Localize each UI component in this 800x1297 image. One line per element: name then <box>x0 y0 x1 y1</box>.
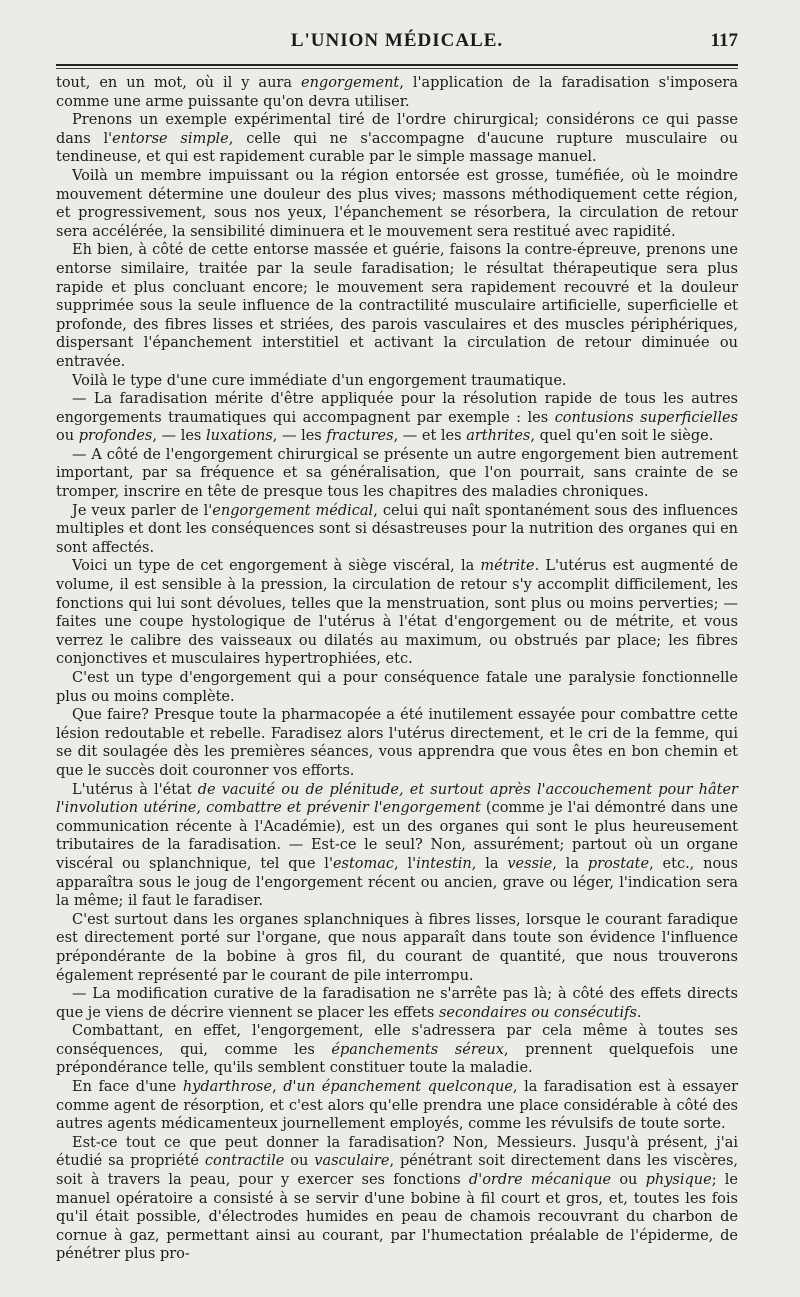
italic-text: profondes <box>78 428 153 445</box>
text-run: Que faire? Presque toute la pharmacopée a été inutilement essayée pour combattre cette lésion redoutable et rebelle. Faradisez alors l'utérus directement, et le cri de la femme, qui se dit soulagée dès les premières séances, vous apprendra que vous êtes en bon chemin et que le succès doit couronner vos efforts. <box>56 707 738 779</box>
text-run: C'est surtout dans les organes splanchniques à fibres lisses, lorsque le courant faradique est directement porté sur l'organe, que nous apparaît dans toute son évidence l'influence prépondérante de la bobine à gros fil, du courant de quantité, que nous trouverons également représenté par le courant de pile interrompu. <box>56 911 738 984</box>
italic-text: épanchements séreux <box>331 1041 504 1058</box>
text-run: , — les <box>152 428 206 445</box>
paragraph <box>56 706 738 780</box>
italic-text: secondaires ou consécutifs <box>438 1004 637 1021</box>
header-rule-thin <box>56 68 738 69</box>
italic-text: contractile <box>204 1153 285 1170</box>
text-run: , pénétrant soit directement dans les viscères, soit à travers la peau, pour y exercer ses fonctions <box>56 1153 738 1189</box>
text-run: ou <box>611 1172 646 1189</box>
text-run: Voilà un membre impuissant ou la région entorsée est grosse, tuméfiée, où le moindre mouvement détermine une douleur des plus vives; massons méthodiquement cette région, et progressivement, sous nos yeux, l'épanchement se résorbera, la circulation de retour sera accélérée, la sensibilité diminuera et le mouvement sera restitué avec rapidité. <box>56 167 738 240</box>
text-run: ou <box>284 1153 315 1170</box>
italic-text: métrite <box>480 558 535 575</box>
italic-text: d'un épanchement quelconque <box>283 1079 513 1096</box>
paragraph <box>56 911 738 985</box>
text-run: tout, en un mot, où il y aura <box>56 75 302 91</box>
paragraph <box>56 502 738 558</box>
text-run: ou <box>56 428 79 445</box>
italic-text: fractures <box>326 428 394 445</box>
italic-text: intestin <box>416 855 472 872</box>
running-title: L'UNION MÉDICALE. <box>290 30 504 51</box>
italic-text: entorse simple <box>112 130 229 147</box>
text-run: Est-ce tout ce que peut donner la faradisation? Non, Messieurs. Jusqu'à présent, j'ai étudié sa propriété <box>56 1134 738 1170</box>
text-run: , la faradisation est à essayer comme agent de résorption, et c'est alors qu'elle prendra une place considérable à côté des autres agents médicamenteux journellement employés, comme les révulsifs de toute sorte. <box>56 1079 739 1133</box>
page-header <box>56 28 738 58</box>
text-run: , — et les <box>393 428 467 445</box>
paragraph <box>56 781 738 911</box>
paragraph <box>56 1078 738 1134</box>
text-run: , l' <box>394 855 417 872</box>
paragraph <box>56 446 738 502</box>
text-run: Combattant, en effet, l'engorgement, elle s'adressera par cela même à toutes ses conséquences, qui, comme les <box>56 1023 738 1058</box>
text-run: . L'utérus est augmenté de volume, il est sensible à la pression, la circulation de retour s'y accomplit difficilement, les fonctions qui lui sont dévolues, telles que la menstruation, sont plus ou moins perverties; — faites une coupe hystologique de l'utérus à l'état d'engorgement ou de métrite, et vous verrez le calibre des vaisseaux ou dilatés au maximum, ou obstrués par place; les fibres conjonctives et musculaires hypertrophiées, etc. <box>56 558 738 668</box>
italic-text: luxations <box>205 428 273 445</box>
text-run: , la <box>471 855 508 872</box>
paragraph <box>56 1022 738 1078</box>
paragraph <box>56 167 738 241</box>
paragraph <box>56 241 738 371</box>
italic-text: arthrites <box>466 428 531 445</box>
text-run: Voici un type de cet engorgement à siège viscéral, la <box>72 558 481 575</box>
paragraph <box>56 1134 738 1264</box>
text-run: C'est un type d'engorgement qui a pour conséquence fatale une paralysie fonctionnelle plus ou moins complète. <box>56 670 738 705</box>
text-run: , — les <box>272 428 327 445</box>
paragraph <box>56 669 738 706</box>
italic-text: prostate <box>587 855 650 872</box>
text-run: Prenons un exemple expérimental tiré de l'ordre chirurgical; considérons ce qui passe dans l' <box>56 112 738 147</box>
italic-text: vasculaire <box>314 1153 390 1170</box>
text-run: , prennent quelquefois une prépondérance telle, qu'ils semblent constituer toute la maladie. <box>56 1041 738 1077</box>
text-run: Eh bien, à côté de cette entorse massée et guérie, faisons la contre-épreuve, prenons une entorse similaire, traitée par la seule faradisation; le résultat thérapeutique sera plus rapide et plus concluant encore; le mouvement sera rapidement recouvré et la douleur supprimée sous la seule influence de la contractilité musculaire artificielle, superficielle et profonde, des fibres lisses et striées, des parois vasculaires et des muscles périphériques, dispersant l'épanchement interstitiel et activant la circulation de retour diminuée ou entravée. <box>56 242 738 370</box>
text-run: , l'application de la faradisation s'imposera comme une arme puissante qu'on devra utiliser. <box>56 75 739 110</box>
italic-text: contusions superficielles <box>554 409 738 426</box>
text-run: , la <box>552 855 588 872</box>
italic-text: physique <box>645 1172 712 1189</box>
text-run: — La modification curative de la faradisation ne s'arrête pas là; à côté des effets directs que je viens de décrire viennent se placer les effets <box>56 986 738 1021</box>
text-run: . <box>636 1004 642 1021</box>
italic-text: de vacuité ou de plénitude, et surtout après l'accouchement pour hâter l'involution utérine, combattre et prévenir l'engorgement <box>56 781 738 817</box>
text-run: Je veux parler de l' <box>72 502 213 519</box>
text-run: ; le manuel opératoire a consisté à se servir d'une bobine à fil court et gros, et, toutes les fois qu'il était possible, d'électrodes humides en peau de chamois recouvrant du charbon de cornue à gaz, permettant ainsi au courant, par l'humectation préalable de l'épiderme, de pénétrer plus pro- <box>56 1172 738 1263</box>
article-body <box>56 74 738 1264</box>
paragraph <box>56 74 738 111</box>
text-run: L'utérus à l'état <box>72 781 198 798</box>
text-run: Voilà le type d'une cure immédiate d'un engorgement traumatique. <box>72 372 567 389</box>
text-run: (comme je l'ai démontré dans une communication récente à l'Académie), est un des organes qui sont le plus heureusement tributaires de la faradisation. — Est-ce le seul? Non, assurément; partout où un organe viscéral ou splanchnique, tel que l' <box>56 800 738 872</box>
paragraph <box>56 111 738 167</box>
italic-text: d'ordre mécanique <box>468 1172 612 1189</box>
text-run: , quel qu'en soit le siège. <box>530 428 714 445</box>
text-run: , <box>272 1079 284 1096</box>
text-run: — A côté de l'engorgement chirurgical se présente un autre engorgement bien autrement important, par sa fréquence et sa généralisation, que l'on pourrait, sans crainte de se tromper, inscrire en tête de presque tous les chapitres des maladies chroniques. <box>56 446 738 501</box>
paragraph <box>56 985 738 1022</box>
text-run: , celui qui naît spontanément sous des influences multiples et dont les conséquences sont si désastreuses pour la nutrition des organes qui en sont affectés. <box>56 502 738 556</box>
text-run: En face d'une <box>72 1079 183 1096</box>
text-run: , etc., nous apparaîtra sous le joug de l'engorgement récent ou ancien, grave ou léger, l'indication sera la même; il faut le faradiser. <box>56 855 738 910</box>
italic-text: vessie <box>507 855 553 872</box>
paragraph <box>56 372 738 391</box>
text-run: , celle qui ne s'accompagne d'aucune rupture musculaire ou tendineuse, et qui est rapidement curable par le simple massage manuel. <box>56 130 738 166</box>
italic-text: engorgement médical <box>212 502 374 519</box>
page-number: 117 <box>710 30 738 51</box>
paragraph <box>56 557 738 669</box>
italic-text: hydarthrose <box>182 1079 273 1096</box>
italic-text: engorgement <box>301 75 400 91</box>
paragraph <box>56 390 738 446</box>
text-run: — La faradisation mérite d'être appliquée pour la résolution rapide de tous les autres engorgements traumatiques qui accompagnent par exemple : les <box>56 391 738 426</box>
header-rule <box>56 64 738 66</box>
italic-text: estomac <box>332 855 395 872</box>
